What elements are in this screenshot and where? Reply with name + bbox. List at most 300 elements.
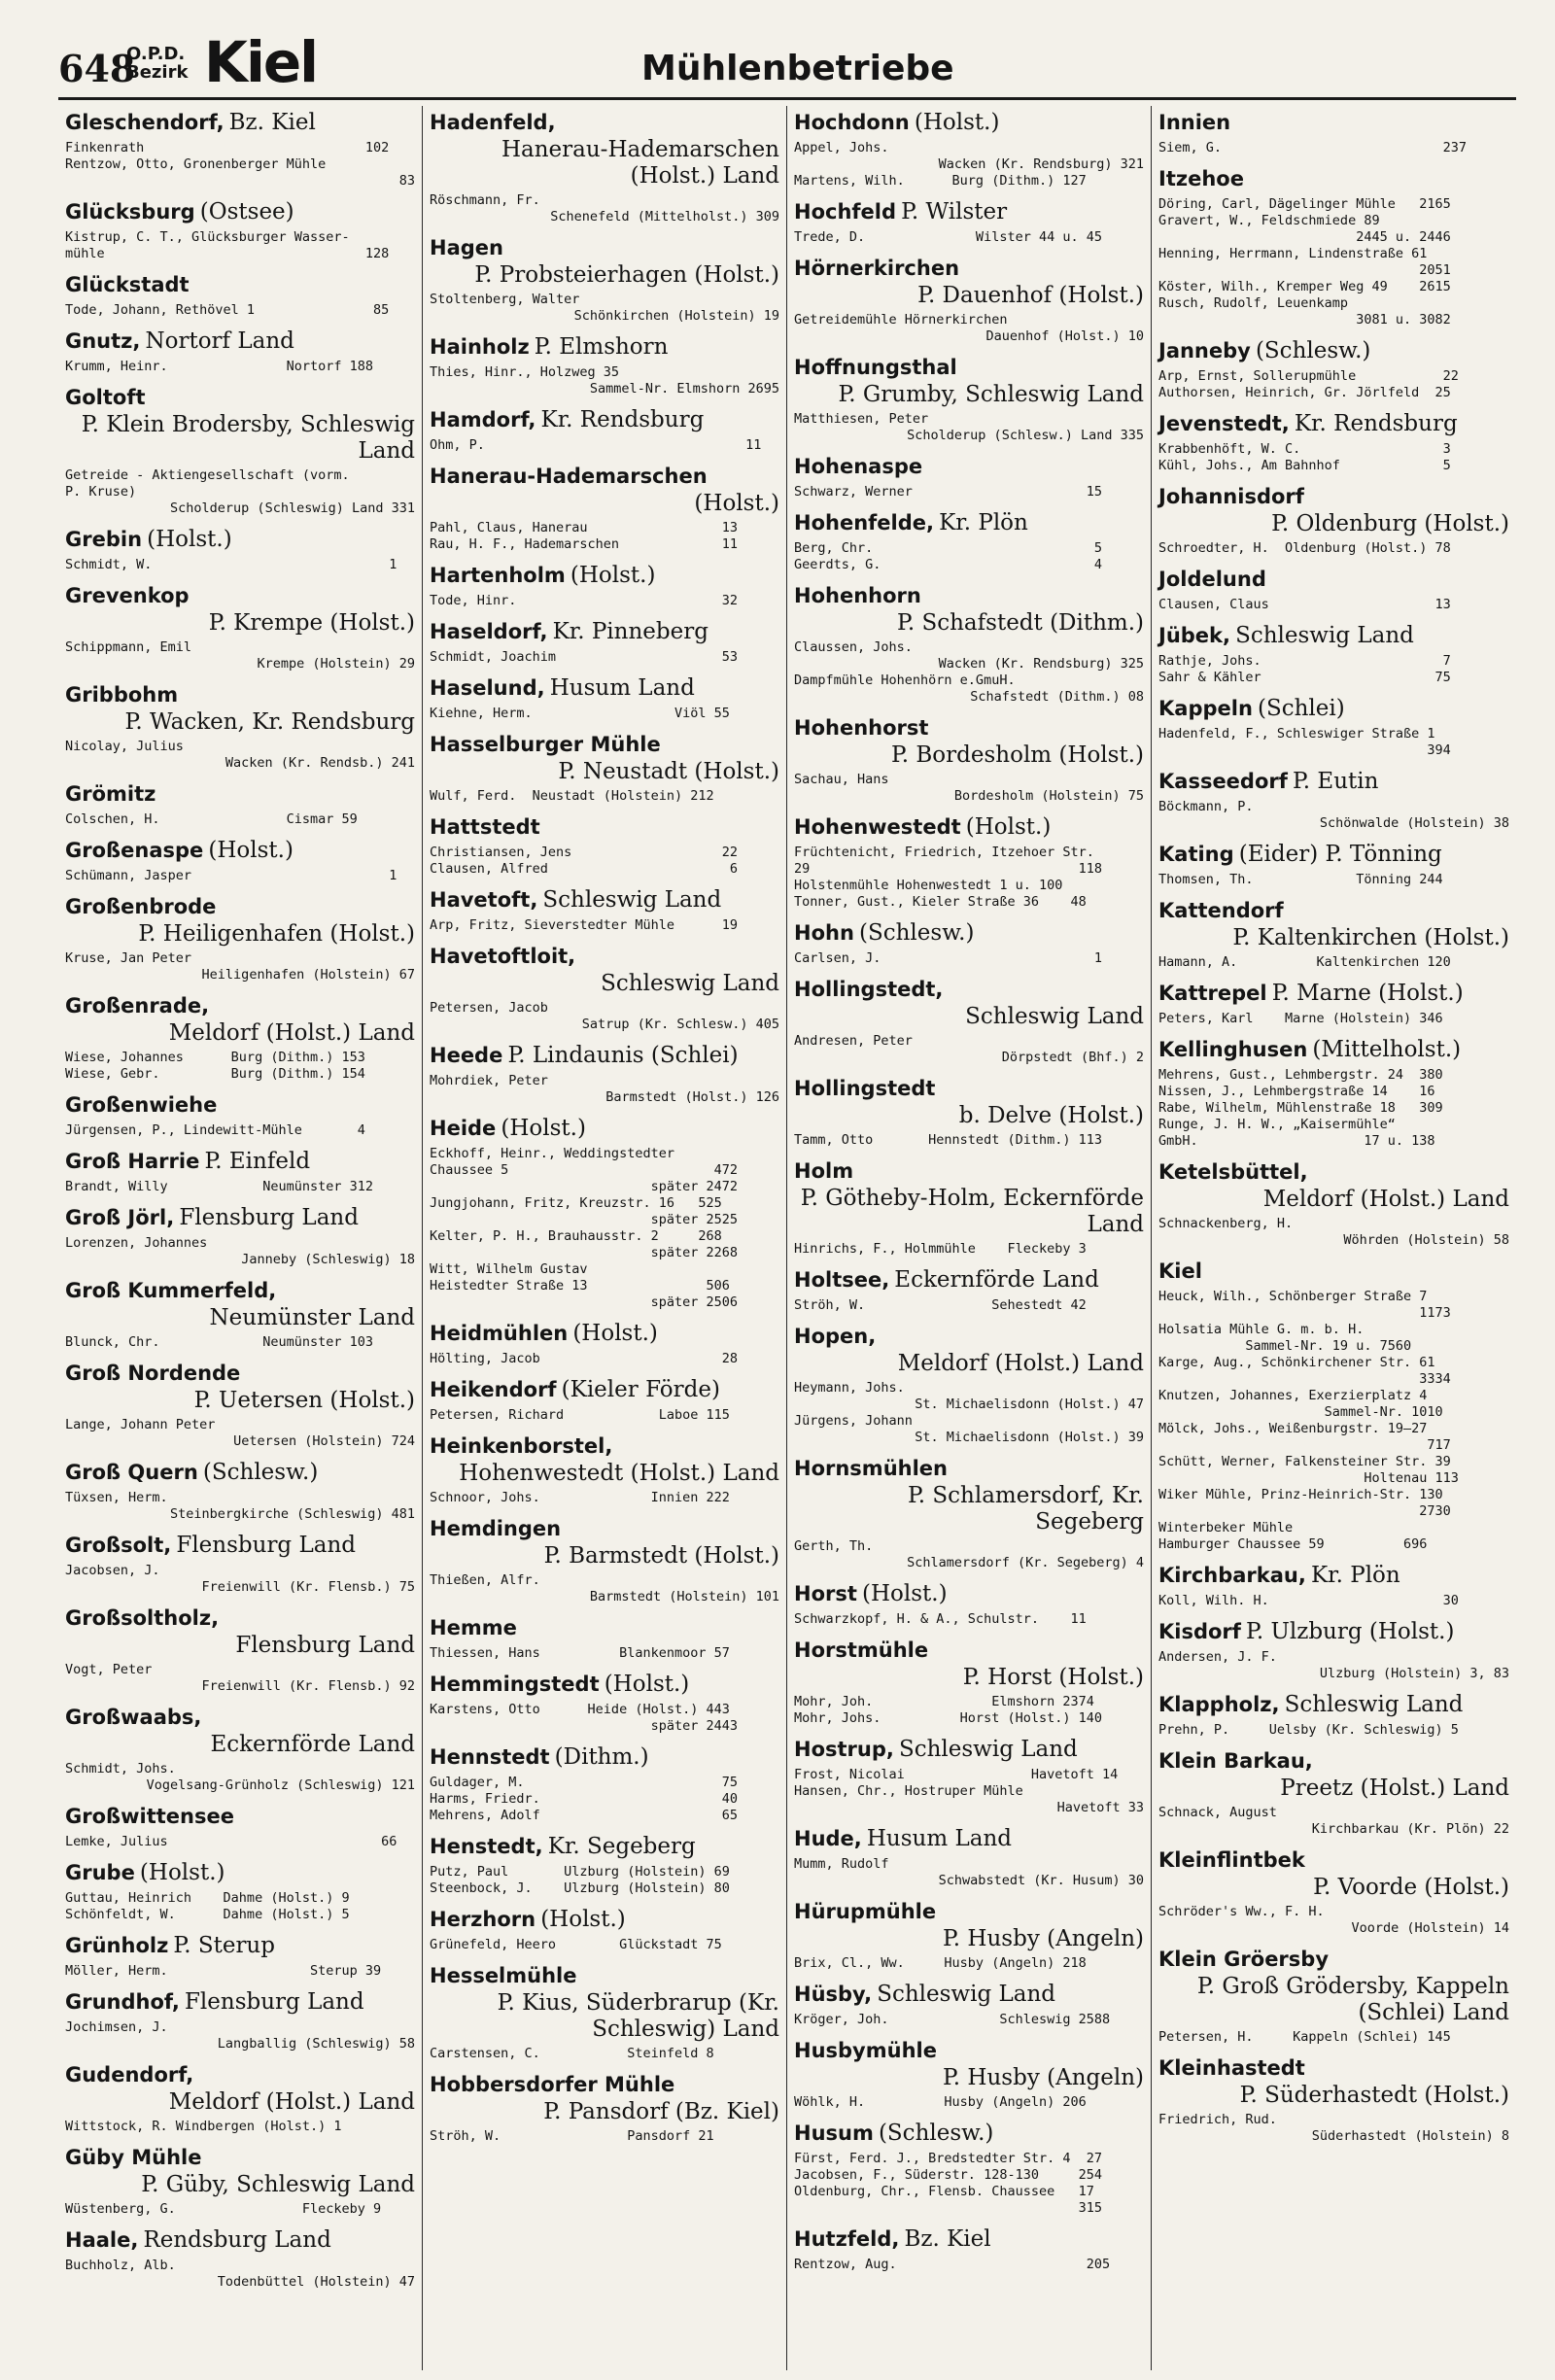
directory-entry bbox=[65, 1460, 415, 1523]
place-heading bbox=[794, 1158, 1144, 1238]
entry-line: Freienwill (Kr. Flensb.) 92 bbox=[201, 1678, 415, 1694]
place-location: P. Bordesholm (Holst.) bbox=[890, 742, 1144, 768]
entry-line: Jürgensen, P., Lindewitt-Mühle 4 bbox=[65, 1122, 365, 1138]
place-location: Hohenwestedt (Holst.) Land bbox=[459, 1461, 779, 1486]
entry-line: Krempe (Holstein) 29 bbox=[257, 656, 415, 672]
place-name: Hesselmühle bbox=[430, 1964, 577, 1987]
place-heading bbox=[65, 993, 415, 1047]
entry-line: 315 bbox=[794, 2200, 1102, 2216]
entry-line: Süderhastedt (Holstein) 8 bbox=[1311, 2128, 1509, 2144]
entry-line: Oldenburg, Chr., Flensb. Chaussee 17 bbox=[794, 2184, 1094, 2199]
entry-line: Röschmann, Fr. bbox=[430, 192, 540, 208]
entry-line: Schenefeld (Mittelholst.) 309 bbox=[550, 209, 779, 224]
place-name: Joldelund bbox=[1158, 568, 1266, 591]
entry-line: Petersen, Jacob bbox=[430, 1000, 548, 1016]
place-location: (Holst.) bbox=[914, 110, 1000, 135]
place-name: Kattrepel bbox=[1158, 982, 1267, 1005]
entry-line: Schönwalde (Holstein) 38 bbox=[1319, 815, 1509, 831]
place-heading bbox=[65, 1533, 415, 1560]
place-location: (Kieler Förde) bbox=[561, 1377, 720, 1402]
place-name: Großwaabs, bbox=[65, 1706, 202, 1729]
directory-entry bbox=[65, 1705, 415, 1794]
place-heading bbox=[430, 334, 779, 362]
entry-line: Steenbock, J. Ulzburg (Holstein) 80 bbox=[430, 1880, 730, 1896]
entry-line: Clausen, Claus 13 bbox=[1158, 597, 1451, 612]
bezirk-text: Bezirk bbox=[126, 62, 189, 83]
column-4 bbox=[1152, 106, 1516, 2370]
place-name: Holtsee, bbox=[794, 1268, 890, 1292]
place-location: P. Klein Brodersby, Schleswig Land bbox=[81, 412, 415, 464]
directory-entry bbox=[794, 1737, 1144, 1816]
entry-line: St. Michaelisdonn (Holst.) 47 bbox=[915, 1397, 1144, 1412]
place-heading bbox=[430, 814, 779, 842]
place-heading bbox=[1158, 166, 1509, 193]
place-heading bbox=[1158, 484, 1509, 537]
directory-entry bbox=[794, 510, 1144, 573]
entry-line: Wiese, Gebr. Burg (Dithm.) 154 bbox=[65, 1066, 365, 1082]
place-heading bbox=[65, 1989, 415, 2017]
entry-line: Andresen, Peter bbox=[794, 1033, 913, 1049]
entry-line: Putz, Paul Ulzburg (Holstein) 69 bbox=[430, 1864, 730, 1880]
place-name: Hattstedt bbox=[430, 815, 540, 839]
entry-line: Arp, Fritz, Sieverstedter Mühle 19 bbox=[430, 917, 738, 933]
place-heading bbox=[794, 510, 1144, 537]
place-location: Husum Land bbox=[549, 675, 695, 701]
entry-line: Rathje, Johs. 7 bbox=[1158, 653, 1451, 669]
opd-label bbox=[126, 45, 188, 82]
place-location: P. Kius, Süderbrarup (Kr. Schleswig) Land bbox=[497, 1990, 779, 2042]
place-location: (Holst.) bbox=[604, 1672, 690, 1697]
place-location: Meldorf (Holst.) Land bbox=[168, 1020, 415, 1046]
place-heading bbox=[65, 385, 415, 465]
directory-entry bbox=[794, 1982, 1144, 2028]
opd-text: O.P.D. bbox=[126, 44, 186, 64]
place-location: Meldorf (Holst.) Land bbox=[1262, 1187, 1509, 1212]
place-name: Hostrup, bbox=[794, 1738, 894, 1761]
place-heading bbox=[65, 1804, 415, 1831]
entry-line: Geerdts, G. 4 bbox=[794, 557, 1102, 572]
directory-entry bbox=[65, 110, 415, 190]
entry-line: später 2525 bbox=[430, 1212, 738, 1227]
directory-entry bbox=[65, 838, 415, 884]
place-name: Hobbersdorfer Mühle bbox=[430, 2073, 675, 2096]
directory-entry bbox=[430, 944, 779, 1033]
place-name: Glücksburg bbox=[65, 200, 195, 224]
place-heading bbox=[65, 1860, 415, 1887]
place-name: Groß Jörl, bbox=[65, 1206, 175, 1229]
directory-entry bbox=[794, 583, 1144, 706]
place-name: Großsoltholz, bbox=[65, 1606, 220, 1630]
place-location: Eckernförde Land bbox=[894, 1267, 1099, 1293]
directory-entry bbox=[794, 1267, 1144, 1314]
place-name: Hochfeld bbox=[794, 200, 897, 224]
entry-line: Mehrens, Gust., Lehmbergstr. 24 380 bbox=[1158, 1067, 1443, 1083]
directory-entry bbox=[794, 454, 1144, 500]
entry-line: Schafstedt (Dithm.) 08 bbox=[970, 689, 1144, 705]
directory-entry bbox=[430, 1744, 779, 1824]
entry-line: Henning, Herrmann, Lindenstraße 61 bbox=[1158, 246, 1428, 261]
directory-entry bbox=[430, 110, 779, 225]
place-name: Kleinflintbek bbox=[1158, 1848, 1305, 1872]
place-heading bbox=[794, 1456, 1144, 1535]
entry-line: Arp, Ernst, Sollerupmühle 22 bbox=[1158, 368, 1459, 384]
entry-line: 29 118 bbox=[794, 861, 1102, 877]
directory-entry bbox=[794, 1826, 1144, 1889]
place-name: Kirchbarkau, bbox=[1158, 1564, 1306, 1587]
entry-line: Thomsen, Th. Tönning 244 bbox=[1158, 872, 1443, 887]
directory-entry bbox=[430, 1672, 779, 1735]
place-name: Innien bbox=[1158, 111, 1231, 134]
directory-entry bbox=[430, 334, 779, 397]
place-location: (Holst.) bbox=[208, 838, 294, 863]
place-name: Gnutz, bbox=[65, 329, 141, 353]
place-name: Kasseedorf bbox=[1158, 770, 1288, 793]
place-name: Grevenkop bbox=[65, 584, 190, 607]
directory-entry bbox=[65, 682, 415, 772]
entry-line: Ströh, W. Pansdorf 21 bbox=[430, 2128, 714, 2144]
entry-line: Dauenhof (Holst.) 10 bbox=[985, 328, 1144, 344]
directory-entry bbox=[430, 1516, 779, 1605]
place-heading bbox=[65, 583, 415, 637]
entry-line: Guttau, Heinrich Dahme (Holst.) 9 bbox=[65, 1890, 350, 1906]
place-heading bbox=[65, 1278, 415, 1331]
district-city: Kiel bbox=[204, 29, 318, 95]
directory-entry bbox=[65, 1278, 415, 1351]
place-heading bbox=[1158, 623, 1509, 650]
entry-line: Kelter, P. H., Brauhausstr. 2 268 bbox=[430, 1228, 722, 1244]
entry-line: Ohm, P. 11 bbox=[430, 437, 762, 453]
entry-line: Ulzburg (Holstein) 3, 83 bbox=[1319, 1666, 1509, 1681]
entry-line: 2730 bbox=[1158, 1503, 1451, 1519]
place-name: Hürupmühle bbox=[794, 1900, 937, 1923]
entry-line: Thies, Hinr., Holzweg 35 bbox=[430, 364, 620, 380]
entry-line: Martens, Wilh. Burg (Dithm.) 127 bbox=[794, 173, 1087, 189]
place-heading bbox=[1158, 1159, 1509, 1213]
place-location: (Schlesw.) bbox=[859, 920, 975, 946]
entry-line: 2051 bbox=[1158, 262, 1451, 278]
place-location: P. Sterup bbox=[173, 1933, 275, 1958]
place-name: Haselund, bbox=[430, 676, 545, 700]
place-name: Hopen, bbox=[794, 1325, 877, 1348]
place-heading bbox=[1158, 1692, 1509, 1719]
directory-entry bbox=[65, 199, 415, 262]
entry-line: Brix, Cl., Ww. Husby (Angeln) 218 bbox=[794, 1955, 1087, 1971]
place-location: Flensburg Land bbox=[235, 1633, 415, 1658]
place-name: Klein Gröersby bbox=[1158, 1948, 1330, 1971]
place-heading bbox=[1158, 696, 1509, 723]
entry-line: Mehrens, Adolf 65 bbox=[430, 1808, 738, 1823]
directory-entry bbox=[430, 814, 779, 878]
place-heading bbox=[65, 272, 415, 299]
place-name: Groß Quern bbox=[65, 1461, 198, 1484]
place-name: Hadenfeld, bbox=[430, 111, 556, 134]
place-heading bbox=[430, 464, 779, 517]
entry-line: Tonner, Gust., Kieler Straße 36 48 bbox=[794, 894, 1087, 910]
entry-line: Heuck, Wilh., Schönberger Straße 7 bbox=[1158, 1289, 1428, 1304]
directory-entry bbox=[1158, 1619, 1509, 1682]
entry-line: Koll, Wilh. H. 30 bbox=[1158, 1593, 1459, 1608]
place-location: P. Barmstedt (Holst.) bbox=[543, 1543, 779, 1569]
place-name: Hasselburger Mühle bbox=[430, 733, 661, 756]
place-name: Kisdorf bbox=[1158, 1620, 1241, 1643]
place-heading bbox=[430, 1963, 779, 2043]
place-location: P. Marne (Holst.) bbox=[1271, 981, 1464, 1006]
place-name: Kappeln bbox=[1158, 697, 1253, 720]
place-name: Grundhof, bbox=[65, 1990, 180, 2014]
entry-line: später 2506 bbox=[430, 1294, 738, 1310]
place-heading bbox=[794, 583, 1144, 637]
entry-line: Petersen, H. Kappeln (Schlei) 145 bbox=[1158, 2029, 1451, 2045]
place-name: Husbymühle bbox=[794, 2039, 937, 2062]
entry-line: Schwabstedt (Kr. Husum) 30 bbox=[938, 1873, 1144, 1888]
entry-line: 717 bbox=[1158, 1437, 1451, 1453]
entry-line: Voorde (Holstein) 14 bbox=[1351, 1920, 1509, 1936]
place-location: Kr. Rendsburg bbox=[540, 407, 705, 432]
entry-line: Schmidt, Johs. bbox=[65, 1761, 176, 1776]
place-location: Meldorf (Holst.) Land bbox=[168, 2089, 415, 2115]
entry-line: Holtenau 113 bbox=[1158, 1470, 1459, 1486]
place-name: Haseldorf, bbox=[430, 620, 548, 643]
place-name: Heede bbox=[430, 1044, 503, 1067]
place-location: Flensburg Land bbox=[176, 1533, 356, 1558]
entry-line: Köster, Wilh., Kremper Weg 49 2615 bbox=[1158, 279, 1451, 294]
entry-line: Schütt, Werner, Falkensteiner Str. 39 bbox=[1158, 1454, 1451, 1469]
place-name: Kleinhastedt bbox=[1158, 2056, 1305, 2080]
directory-entry bbox=[430, 887, 779, 934]
entry-line: Steinbergkirche (Schleswig) 481 bbox=[170, 1506, 415, 1522]
entry-line: Vogt, Peter bbox=[65, 1662, 153, 1677]
directory-entry bbox=[794, 1158, 1144, 1258]
entry-line: Janneby (Schleswig) 18 bbox=[241, 1252, 415, 1267]
entry-line: Karge, Aug., Schönkirchener Str. 61 bbox=[1158, 1355, 1435, 1370]
entry-line: Holstenmühle Hohenwestedt 1 u. 100 bbox=[794, 878, 1063, 893]
place-location: P. Grumby, Schleswig Land bbox=[838, 382, 1144, 407]
place-heading bbox=[794, 1982, 1144, 2009]
directory-entry bbox=[1158, 567, 1509, 613]
directory-entry bbox=[65, 1361, 415, 1450]
directory-entry bbox=[65, 894, 415, 983]
entry-line: Schümann, Jasper 1 bbox=[65, 868, 397, 883]
place-heading bbox=[1158, 411, 1509, 438]
entry-line: Wacken (Kr. Rendsburg) 321 bbox=[938, 156, 1144, 172]
column-1 bbox=[58, 106, 423, 2370]
entry-line: Sammel-Nr. 1010 bbox=[1158, 1404, 1443, 1420]
place-location: P. Husby (Angeln) bbox=[942, 2065, 1144, 2090]
entry-line: 394 bbox=[1158, 742, 1451, 758]
place-location: Schleswig Land bbox=[877, 1982, 1056, 2007]
place-name: Johannisdorf bbox=[1158, 485, 1304, 508]
entry-line: Getreide - Aktiengesellschaft (vorm. bbox=[65, 467, 350, 483]
entry-line: Andersen, J. F. bbox=[1158, 1649, 1277, 1665]
place-heading bbox=[65, 110, 415, 137]
place-name: Hutzfeld, bbox=[794, 2227, 900, 2251]
place-name: Großwittensee bbox=[65, 1805, 234, 1828]
place-location: P. Ulzburg (Holst.) bbox=[1246, 1619, 1455, 1644]
directory-entry bbox=[1158, 981, 1509, 1027]
entry-line: Dörpstedt (Bhf.) 2 bbox=[1001, 1050, 1144, 1065]
place-location: P. Husby (Angeln) bbox=[942, 1926, 1144, 1951]
directory-entry bbox=[1158, 1037, 1509, 1150]
place-heading bbox=[65, 527, 415, 554]
place-name: Großenaspe bbox=[65, 839, 204, 862]
place-location: Schleswig Land bbox=[965, 1004, 1144, 1029]
entry-line: Wacken (Kr. Rendsb.) 241 bbox=[225, 755, 415, 771]
directory-entry bbox=[65, 1149, 415, 1195]
place-name: Haale, bbox=[65, 2228, 139, 2252]
directory-entry bbox=[794, 355, 1144, 444]
place-location: Schleswig Land bbox=[542, 887, 722, 913]
place-heading bbox=[430, 1615, 779, 1642]
directory-entry bbox=[430, 235, 779, 325]
entry-line: Grünefeld, Heero Glückstadt 75 bbox=[430, 1937, 722, 1952]
entry-line: Rabe, Wilhelm, Mühlenstraße 18 309 bbox=[1158, 1100, 1443, 1116]
place-name: Grube bbox=[65, 1861, 135, 1884]
place-heading bbox=[430, 1516, 779, 1569]
directory-entry bbox=[794, 1076, 1144, 1149]
entry-line: St. Michaelisdonn (Holst.) 39 bbox=[915, 1430, 1144, 1445]
place-location: P. Heiligenhafen (Holst.) bbox=[138, 921, 415, 947]
place-heading bbox=[65, 1092, 415, 1120]
directory-entry bbox=[1158, 166, 1509, 328]
entry-line: Rau, H. F., Hademarschen 11 bbox=[430, 536, 738, 552]
directory-entry bbox=[794, 920, 1144, 967]
entry-line: Barmstedt (Holst.) 126 bbox=[605, 1089, 779, 1105]
entry-line: Heymann, Johs. bbox=[794, 1380, 905, 1396]
place-name: Hennstedt bbox=[430, 1745, 550, 1769]
place-name: Großenwiehe bbox=[65, 1093, 218, 1117]
directory-entry bbox=[794, 199, 1144, 246]
entry-line: P. Kruse) bbox=[65, 484, 137, 500]
place-heading bbox=[794, 1899, 1144, 1952]
entry-line: Holsatia Mühle G. m. b. H. bbox=[1158, 1322, 1365, 1337]
place-heading bbox=[794, 977, 1144, 1030]
place-location: Rendsburg Land bbox=[143, 2227, 331, 2253]
entry-line: Mumm, Rudolf bbox=[794, 1856, 889, 1872]
column-3 bbox=[787, 106, 1152, 2370]
place-name: Janneby bbox=[1158, 339, 1251, 362]
entry-line: Schroedter, H. Oldenburg (Holst.) 78 bbox=[1158, 540, 1451, 556]
directory-entry bbox=[794, 1899, 1144, 1972]
place-location: (Holst.) bbox=[862, 1581, 948, 1606]
place-heading bbox=[65, 1605, 415, 1659]
place-heading bbox=[794, 920, 1144, 948]
place-heading bbox=[794, 1826, 1144, 1853]
place-location: P. Pansdorf (Bz. Kiel) bbox=[543, 2099, 779, 2124]
place-name: Grömitz bbox=[65, 782, 156, 806]
place-heading bbox=[794, 715, 1144, 769]
entry-line: Hansen, Chr., Hostruper Mühle bbox=[794, 1783, 1023, 1799]
entry-line: 3334 bbox=[1158, 1371, 1451, 1387]
entry-line: Authorsen, Heinrich, Gr. Jörlfeld 25 bbox=[1158, 385, 1451, 400]
entry-line: Rusch, Rudolf, Leuenkamp bbox=[1158, 295, 1349, 311]
directory-entry bbox=[430, 407, 779, 454]
entry-line: Stoltenberg, Walter bbox=[430, 292, 580, 307]
entry-line: Schönfeldt, W. Dahme (Holst.) 5 bbox=[65, 1907, 350, 1922]
directory-entry bbox=[430, 1963, 779, 2062]
directory-entry bbox=[1158, 898, 1509, 971]
entry-line: Heiligenhafen (Holstein) 67 bbox=[201, 967, 415, 983]
place-heading bbox=[65, 682, 415, 736]
page-number: 648 bbox=[58, 47, 136, 90]
place-heading bbox=[794, 110, 1144, 137]
directory-entry bbox=[794, 1638, 1144, 1727]
entry-line: Lange, Johann Peter bbox=[65, 1417, 216, 1432]
entry-line: Carlsen, J. 1 bbox=[794, 950, 1102, 966]
entry-line: Rentzow, Aug. 205 bbox=[794, 2257, 1111, 2272]
place-name: Klein Barkau, bbox=[1158, 1749, 1313, 1773]
place-location: (Schlei) bbox=[1258, 696, 1345, 721]
place-name: Hollingstedt bbox=[794, 1077, 936, 1100]
directory-entry bbox=[794, 977, 1144, 1066]
place-location: P. Süderhastedt (Holst.) bbox=[1239, 2083, 1509, 2108]
place-heading bbox=[65, 1705, 415, 1758]
entry-line: Mohrdiek, Peter bbox=[430, 1073, 548, 1088]
entry-line: Freienwill (Kr. Flensb.) 75 bbox=[201, 1579, 415, 1595]
place-name: Kiel bbox=[1158, 1259, 1202, 1283]
place-location: P. Schafstedt (Dithm.) bbox=[897, 610, 1144, 636]
place-heading bbox=[65, 2145, 415, 2198]
place-name: Heinkenborstel, bbox=[430, 1434, 613, 1458]
directory-entry bbox=[430, 464, 779, 553]
place-heading bbox=[430, 407, 779, 434]
directory-entry bbox=[430, 2072, 779, 2145]
entry-line: Havetoft 33 bbox=[1056, 1800, 1144, 1815]
directory-entry bbox=[1158, 2055, 1509, 2145]
directory-entry bbox=[65, 1860, 415, 1923]
place-location: P. Elmshorn bbox=[534, 334, 669, 360]
entry-line: Scholderup (Schlesw.) Land 335 bbox=[907, 428, 1144, 443]
place-name: Gribbohm bbox=[65, 683, 179, 707]
entry-line: Jungjohann, Fritz, Kreuzstr. 16 525 bbox=[430, 1195, 722, 1211]
directory-entry bbox=[65, 1933, 415, 1980]
entry-line: Friedrich, Rud. bbox=[1158, 2112, 1277, 2127]
entry-line: Carstensen, C. Steinfeld 8 bbox=[430, 2046, 714, 2061]
place-heading bbox=[794, 1581, 1144, 1608]
entry-line: Satrup (Kr. Schlesw.) 405 bbox=[581, 1017, 779, 1032]
place-location: (Holst.) bbox=[572, 1321, 658, 1346]
directory-entry bbox=[1158, 110, 1509, 156]
directory-entry bbox=[65, 1092, 415, 1139]
entry-line: Ströh, W. Sehestedt 42 bbox=[794, 1297, 1087, 1313]
entry-line: Thießen, Alfr. bbox=[430, 1572, 540, 1588]
place-heading bbox=[1158, 1947, 1509, 2026]
place-name: Heikendorf bbox=[430, 1378, 557, 1401]
place-heading bbox=[430, 1377, 779, 1404]
entry-line: Appel, Johs. bbox=[794, 140, 889, 155]
place-name: Hude, bbox=[794, 1827, 862, 1850]
place-name: Heide bbox=[430, 1117, 497, 1140]
directory-entry bbox=[65, 328, 415, 375]
place-location: Kr. Pinneberg bbox=[552, 619, 708, 644]
place-location: P. Dauenhof (Holst.) bbox=[917, 283, 1144, 308]
directory-entry bbox=[1158, 1692, 1509, 1739]
entry-line: Christiansen, Jens 22 bbox=[430, 845, 738, 860]
entry-line: Lorenzen, Johannes bbox=[65, 1235, 208, 1251]
entry-line: Früchtenicht, Friedrich, Itzehoer Str. bbox=[794, 845, 1094, 860]
place-heading bbox=[430, 2072, 779, 2125]
entry-line: Hamburger Chaussee 59 696 bbox=[1158, 1536, 1428, 1552]
place-location: Flensburg Land bbox=[179, 1205, 359, 1230]
place-name: Jevenstedt, bbox=[1158, 412, 1290, 435]
place-heading bbox=[430, 1744, 779, 1772]
place-name: Hornsmühlen bbox=[794, 1457, 948, 1480]
entry-line: Wiker Mühle, Prinz-Heinrich-Str. 130 bbox=[1158, 1487, 1443, 1502]
place-name: Hohenwestedt bbox=[794, 815, 961, 839]
place-heading bbox=[430, 675, 779, 703]
entry-line: Berg, Chr. 5 bbox=[794, 540, 1102, 556]
place-name: Havetoft, bbox=[430, 888, 538, 912]
entry-line: Nicolay, Julius bbox=[65, 739, 184, 754]
